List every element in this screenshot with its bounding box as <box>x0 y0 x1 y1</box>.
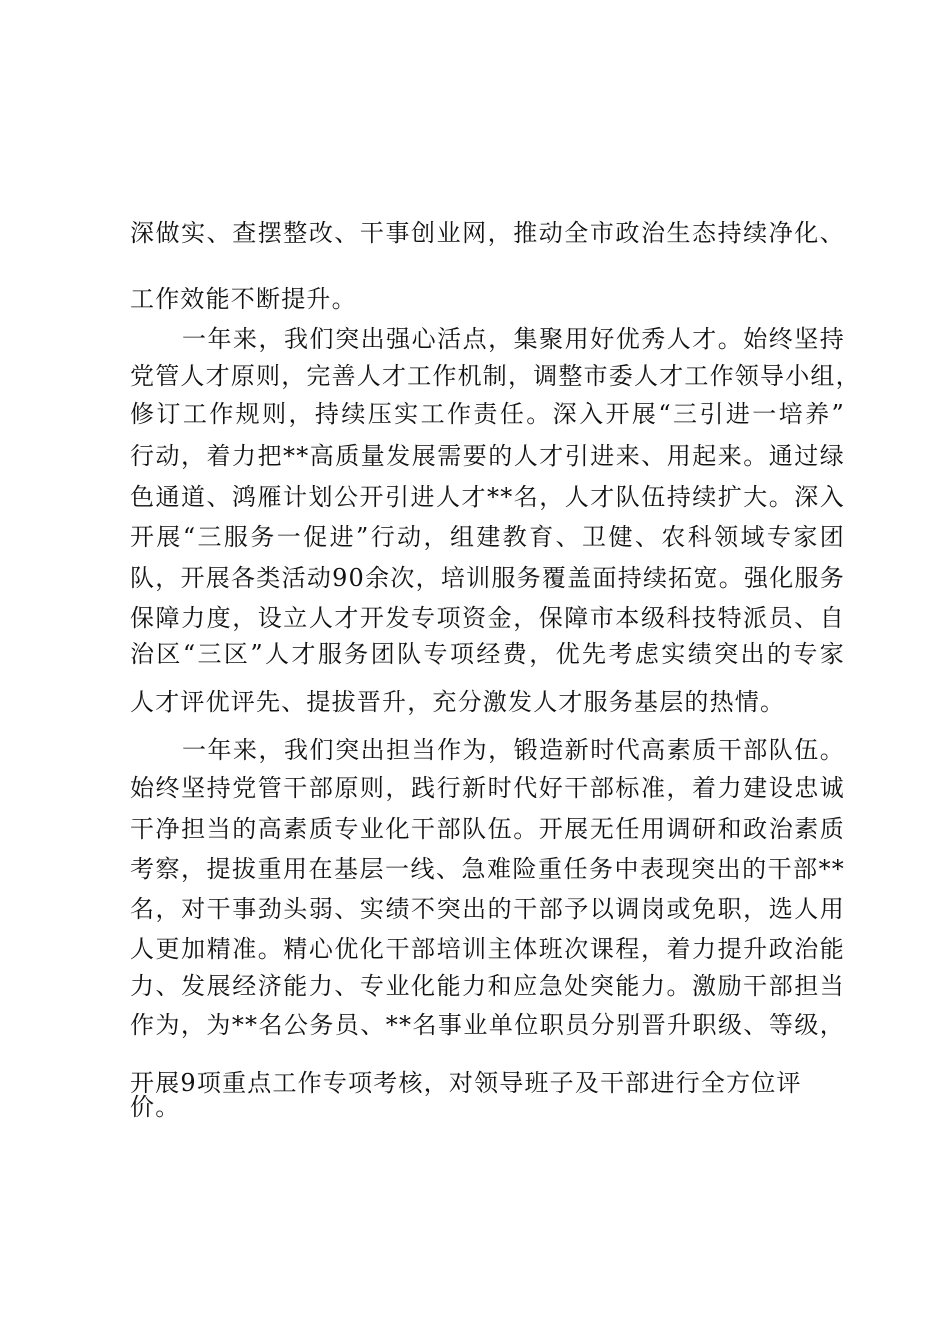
paragraph-2-line-5: 色通道、鸿雁计划公开引进人才**名，人才队伍持续扩大。深入 <box>130 483 845 511</box>
paragraph-2-line-7: 队，开展各类活动90余次，培训服务覆盖面持续拓宽。强化服务 <box>130 564 845 592</box>
paragraph-3-line-1: 一年来，我们突出担当作为，锻造新时代高素质干部队伍。 <box>182 736 845 764</box>
paragraph-3-line-4: 考察，提拔重用在基层一线、急难险重任务中表现突出的干部** <box>130 855 845 883</box>
paragraph-1-line-1: 深做实、查摆整改、干事创业网，推动全市政治生态持续净化、 <box>130 219 845 247</box>
paragraph-3-line-10: 价。 <box>130 1093 181 1121</box>
paragraph-2-line-3: 修订工作规则，持续压实工作责任。深入开展“三引进一培养” <box>130 400 845 428</box>
paragraph-1-line-2: 工作效能不断提升。 <box>130 285 357 313</box>
paragraph-2-line-10: 人才评优评先、提拔晋升，充分激发人才服务基层的热情。 <box>130 688 786 716</box>
paragraph-2-line-8: 保障力度，设立人才开发专项资金，保障市本级科技特派员、自 <box>130 604 845 632</box>
paragraph-3-line-6: 人更加精准。精心优化干部培训主体班次课程，着力提升政治能 <box>130 935 845 963</box>
paragraph-2-line-4: 行动，着力把**高质量发展需要的人才引进来、用起来。通过绿 <box>130 442 845 470</box>
paragraph-2-line-6: 开展“三服务一促进”行动，组建教育、卫健、农科领域专家团 <box>130 523 845 551</box>
paragraph-2-line-9: 治区“三区”人才服务团队专项经费，优先考虑实绩突出的专家 <box>130 640 845 668</box>
paragraph-3-line-8: 作为，为**名公务员、**名事业单位职员分别晋升职级、等级， <box>130 1011 845 1039</box>
paragraph-3-line-5: 名，对干事劲头弱、实绩不突出的干部予以调岗或免职，选人用 <box>130 895 845 923</box>
paragraph-3-line-9: 开展9项重点工作专项考核，对领导班子及干部进行全方位评 <box>130 1069 802 1097</box>
paragraph-3-line-3: 干净担当的高素质专业化干部队伍。开展无任用调研和政治素质 <box>130 815 845 843</box>
paragraph-2-line-2: 党管人才原则，完善人才工作机制，调整市委人才工作领导小组， <box>130 362 861 390</box>
paragraph-2-line-1: 一年来，我们突出强心活点，集聚用好优秀人才。始终坚持 <box>182 325 845 353</box>
paragraph-3-line-7: 力、发展经济能力、专业化能力和应急处突能力。激励干部担当 <box>130 972 845 1000</box>
paragraph-3-line-2: 始终坚持党管干部原则，践行新时代好干部标准，着力建设忠诚 <box>130 774 845 802</box>
